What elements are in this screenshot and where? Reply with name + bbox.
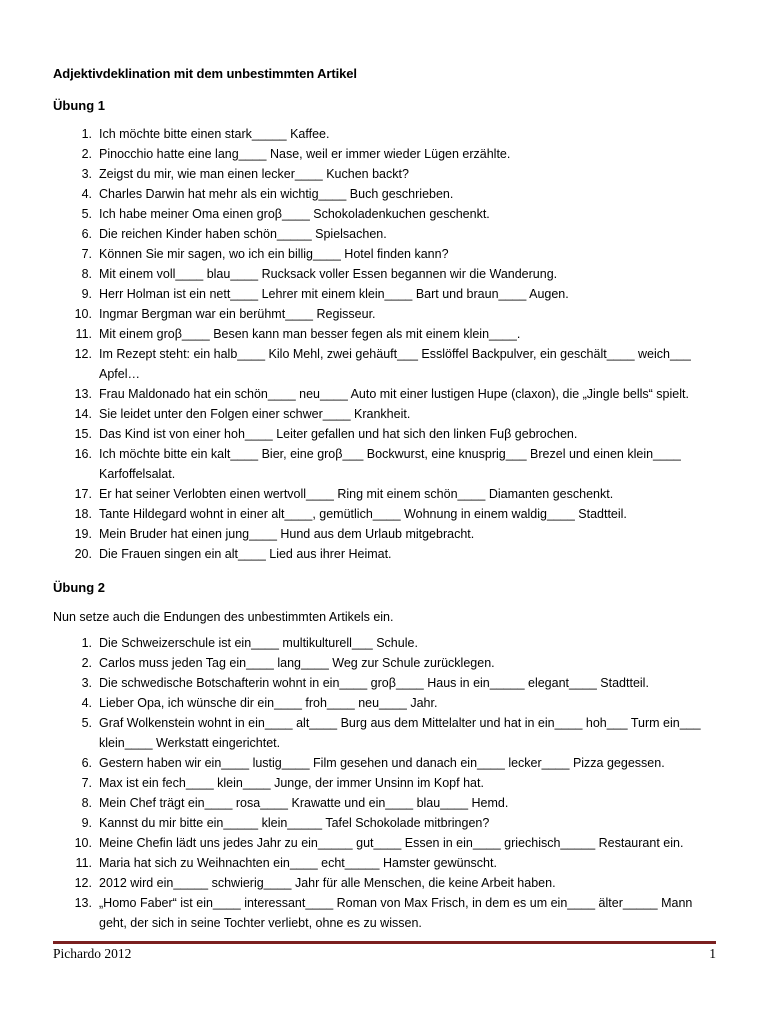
item-text: Mit einem groβ____ Besen kann man besser fegen als mit einem klein____. — [99, 327, 521, 341]
exercise-item — [0, 124, 768, 144]
item-text: Ich möchte bitte einen stark_____ Kaffee. — [99, 127, 330, 141]
item-text: Lieber Opa, ich wünsche dir ein____ froh____ neu____ Jahr. — [99, 696, 438, 710]
exercise-item — [0, 284, 768, 304]
item-text: Pinocchio hatte eine lang____ Nase, weil er immer wieder Lügen erzählte. — [99, 147, 511, 161]
item-number: 13. — [74, 896, 92, 910]
item-text: Die Frauen singen ein alt____ Lied aus ihrer Heimat. — [99, 547, 392, 561]
item-number: 7. — [81, 247, 92, 261]
exercise-item — [0, 793, 768, 813]
item-number: 16. — [74, 447, 92, 461]
exercise-item — [0, 753, 768, 773]
exercise-item — [0, 224, 768, 244]
exercise-item — [0, 713, 768, 753]
item-text: Graf Wolkenstein wohnt in ein____ alt____ Burg aus dem Mittelalter und hat in ein____ hoh___ Turm ein___ klein____ Werkstatt eingerichtet. — [99, 716, 705, 750]
item-text: Die reichen Kinder haben schön_____ Spielsachen. — [99, 227, 387, 241]
exercise-item — [0, 184, 768, 204]
exercise-item — [0, 524, 768, 544]
exercise-item — [0, 813, 768, 833]
exercise-item — [0, 444, 768, 484]
exercise-2-instructions: Nun setze auch die Endungen des unbestimmten Artikels ein. — [53, 610, 394, 624]
item-text: Mein Bruder hat einen jung____ Hund aus dem Urlaub mitgebracht. — [99, 527, 475, 541]
item-text: 2012 wird ein_____ schwierig____ Jahr für alle Menschen, die keine Arbeit haben. — [99, 876, 556, 890]
exercise-item — [0, 404, 768, 424]
item-number: 2. — [81, 147, 92, 161]
exercise-item — [0, 833, 768, 853]
item-text: Gestern haben wir ein____ lustig____ Film gesehen und danach ein____ lecker____ Pizza gegessen. — [99, 756, 665, 770]
item-number: 15. — [74, 427, 92, 441]
item-number: 17. — [74, 487, 92, 501]
item-number: 5. — [81, 716, 92, 730]
exercise-item — [0, 244, 768, 264]
item-number: 6. — [81, 227, 92, 241]
item-text: Im Rezept steht: ein halb____ Kilo Mehl, zwei gehäuft___ Esslöffel Backpulver, ein geschält____ weich___ Apfel… — [99, 347, 694, 381]
item-number: 2. — [81, 656, 92, 670]
item-text: Ingmar Bergman war ein berühmt____ Regisseur. — [99, 307, 376, 321]
item-text: Sie leidet unter den Folgen einer schwer____ Krankheit. — [99, 407, 411, 421]
exercise-item — [0, 264, 768, 284]
item-number: 12. — [74, 347, 92, 361]
exercise-item — [0, 304, 768, 324]
item-text: Kannst du mir bitte ein_____ klein_____ Tafel Schokolade mitbringen? — [99, 816, 490, 830]
exercise-item — [0, 853, 768, 873]
exercise-item — [0, 544, 768, 564]
item-text: Die Schweizerschule ist ein____ multikulturell___ Schule. — [99, 636, 418, 650]
exercise-item — [0, 384, 768, 404]
item-text: Maria hat sich zu Weihnachten ein____ echt_____ Hamster gewünscht. — [99, 856, 497, 870]
item-number: 13. — [74, 387, 92, 401]
item-number: 18. — [74, 507, 92, 521]
item-number: 6. — [81, 756, 92, 770]
page-title: Adjektivdeklination mit dem unbestimmten Artikel — [53, 66, 357, 81]
exercise-item — [0, 873, 768, 893]
item-number: 10. — [74, 307, 92, 321]
item-number: 19. — [74, 527, 92, 541]
footer-rule — [53, 941, 716, 944]
exercise-item — [0, 504, 768, 524]
item-text: Können Sie mir sagen, wo ich ein billig____ Hotel finden kann? — [99, 247, 449, 261]
exercise-2-heading: Übung 2 — [53, 580, 105, 595]
exercise-item — [0, 484, 768, 504]
item-number: 9. — [81, 287, 92, 301]
item-number: 1. — [81, 127, 92, 141]
item-text: Frau Maldonado hat ein schön____ neu____ Auto mit einer lustigen Hupe (claxon), die „Jingle bells“ spielt. — [99, 387, 689, 401]
footer-author-year: Pichardo 2012 — [53, 946, 132, 961]
item-text: „Homo Faber“ ist ein____ interessant____ Roman von Max Frisch, in dem es um ein____ älter_____ Mann geht, der sich in seine Tochter verliebt, ohne es zu wissen. — [99, 896, 696, 930]
item-text: Ich habe meiner Oma einen groβ____ Schokoladenkuchen geschenkt. — [99, 207, 490, 221]
exercise-item — [0, 144, 768, 164]
item-text: Meine Chefin lädt uns jedes Jahr zu ein_____ gut____ Essen in ein____ griechisch_____ Restaurant ein. — [99, 836, 684, 850]
item-text: Carlos muss jeden Tag ein____ lang____ Weg zur Schule zurücklegen. — [99, 656, 495, 670]
exercise-item — [0, 164, 768, 184]
item-number: 9. — [81, 816, 92, 830]
exercise-item — [0, 653, 768, 673]
item-text: Er hat seiner Verlobten einen wertvoll____ Ring mit einem schön____ Diamanten geschenkt. — [99, 487, 614, 501]
item-text: Die schwedische Botschafterin wohnt in ein____ groβ____ Haus in ein_____ elegant____ Stadtteil. — [99, 676, 649, 690]
item-number: 11. — [75, 856, 92, 870]
exercise-item — [0, 344, 768, 384]
item-number: 5. — [81, 207, 92, 221]
item-number: 10. — [74, 836, 92, 850]
item-number: 7. — [81, 776, 92, 790]
item-text: Charles Darwin hat mehr als ein wichtig____ Buch geschrieben. — [99, 187, 454, 201]
exercise-1-list — [0, 124, 768, 564]
item-text: Tante Hildegard wohnt in einer alt____, gemütlich____ Wohnung in einem waldig____ Stadtteil. — [99, 507, 627, 521]
exercise-item — [0, 324, 768, 344]
page-number: 1 — [709, 946, 716, 961]
item-text: Mit einem voll____ blau____ Rucksack voller Essen begannen wir die Wanderung. — [99, 267, 558, 281]
item-text: Das Kind ist von einer hoh____ Leiter gefallen und hat sich den linken Fuβ gebrochen. — [99, 427, 578, 441]
item-number: 11. — [75, 327, 92, 341]
exercise-item — [0, 773, 768, 793]
item-text: Zeigst du mir, wie man einen lecker____ Kuchen backt? — [99, 167, 409, 181]
exercise-item — [0, 673, 768, 693]
item-text: Herr Holman ist ein nett____ Lehrer mit einem klein____ Bart und braun____ Augen. — [99, 287, 569, 301]
exercise-item — [0, 633, 768, 653]
exercise-1-heading: Übung 1 — [53, 98, 105, 113]
item-number: 14. — [74, 407, 92, 421]
item-number: 4. — [81, 696, 92, 710]
item-number: 8. — [81, 796, 92, 810]
item-number: 3. — [81, 676, 92, 690]
item-number: 1. — [81, 636, 92, 650]
item-text: Ich möchte bitte ein kalt____ Bier, eine groβ___ Bockwurst, eine knusprig___ Brezel und einen klein____ Karfoffelsalat. — [99, 447, 685, 481]
item-number: 4. — [81, 187, 92, 201]
item-number: 12. — [74, 876, 92, 890]
exercise-item — [0, 693, 768, 713]
item-text: Mein Chef trägt ein____ rosa____ Krawatte und ein____ blau____ Hemd. — [99, 796, 509, 810]
exercise-2-list — [0, 633, 768, 933]
item-number: 20. — [74, 547, 92, 561]
item-number: 8. — [81, 267, 92, 281]
exercise-item — [0, 893, 768, 933]
item-text: Max ist ein fech____ klein____ Junge, der immer Unsinn im Kopf hat. — [99, 776, 484, 790]
exercise-item — [0, 424, 768, 444]
exercise-item — [0, 204, 768, 224]
item-number: 3. — [81, 167, 92, 181]
